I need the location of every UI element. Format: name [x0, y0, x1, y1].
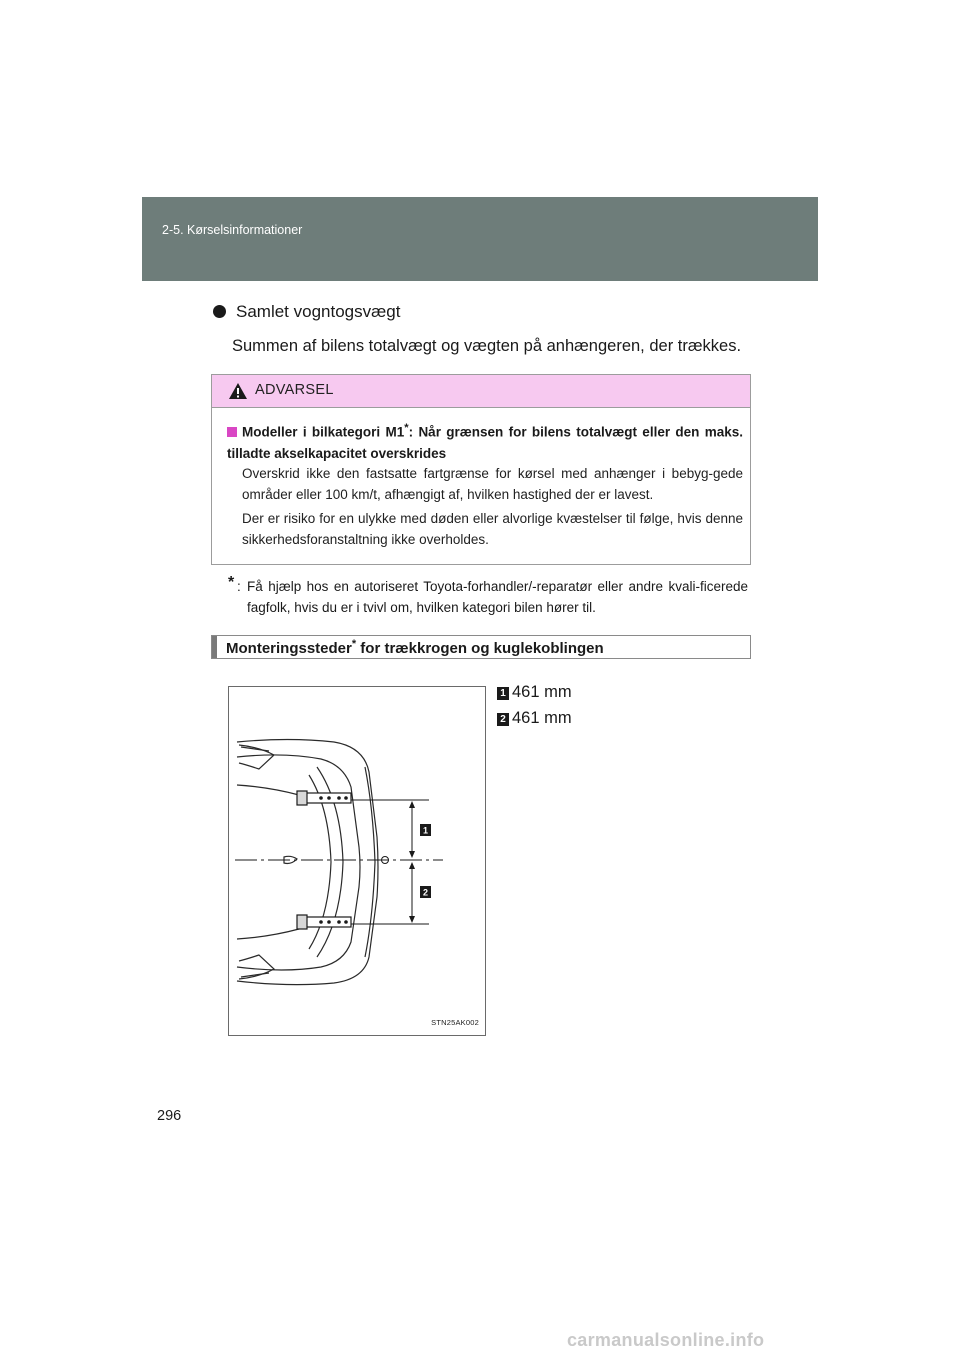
- legend-item: [497, 683, 572, 702]
- section-star: *: [351, 638, 357, 650]
- footnote: [228, 576, 748, 618]
- legend-value-2: 461 mm: [512, 709, 572, 727]
- bullet-heading: [213, 302, 400, 322]
- legend-value-1: 461 mm: [512, 683, 572, 701]
- bullet-description: Summen af bilens totalvægt og vægten på anhængeren, der trækkes.: [232, 337, 742, 355]
- watermark: carmanualsonline.info: [567, 1330, 765, 1350]
- warning-box: [211, 374, 751, 565]
- warning-subheading-pre: Modeller i bilkategori M1: [242, 424, 405, 440]
- bullet-title: Samlet vogntogsvægt: [236, 302, 401, 321]
- page-number: 296: [157, 1108, 182, 1124]
- footnote-colon: :: [237, 579, 241, 594]
- warning-subheading: [227, 418, 743, 464]
- mounting-diagram: [228, 686, 486, 1036]
- warning-header: [212, 375, 750, 408]
- car-rear-illustration: [229, 687, 485, 1035]
- legend-item: [497, 709, 572, 728]
- warning-triangle-icon: [228, 382, 248, 400]
- figure-code: STN25AK002: [431, 1018, 479, 1027]
- section-bar: [212, 636, 217, 658]
- footnote-star-mark: *: [228, 574, 235, 591]
- dimension-label-2-text: 2: [422, 887, 429, 898]
- bullet-dot-icon: [213, 305, 226, 318]
- square-bullet-icon: [227, 427, 237, 437]
- dimension-label-1-text: 1: [422, 825, 429, 836]
- warning-paragraph-1: Overskrid ikke den fastsatte fartgrænse for kørsel med anhænger i bebyg-gede områder eller 100 km/t, afhængigt af, hvilken hastighed der er lavest.: [242, 466, 743, 502]
- warning-subheading-post: : Når grænsen for bilens totalvægt eller den maks. tilladte akselkapacitet overskrides: [227, 424, 743, 461]
- legend-number-1: 1: [497, 687, 509, 700]
- chapter-header: [142, 197, 818, 281]
- warning-paragraph-2: Der er risiko for en ulykke med døden eller alvorlige kvæstelser til følge, hvis denne sikkerhedsforanstaltning ikke overholdes.: [242, 511, 743, 547]
- section-title-pre: Monteringssteder: [226, 640, 352, 657]
- legend-number-2: 2: [497, 713, 509, 726]
- section-heading: [211, 635, 751, 659]
- footnote-star: *: [404, 422, 409, 434]
- section-title: [226, 638, 604, 657]
- warning-title: ADVARSEL: [255, 382, 334, 398]
- chapter-title: 2-5. Kørselsinformationer: [162, 223, 303, 237]
- footnote-text: Få hjælp hos en autoriseret Toyota-forhandler/-reparatør eller andre kvali-ficerede fagfolk, hvis du er i tvivl om, hvilken kategori bilen hører til.: [247, 579, 748, 615]
- section-title-post: for trækkrogen og kuglekoblingen: [356, 640, 604, 657]
